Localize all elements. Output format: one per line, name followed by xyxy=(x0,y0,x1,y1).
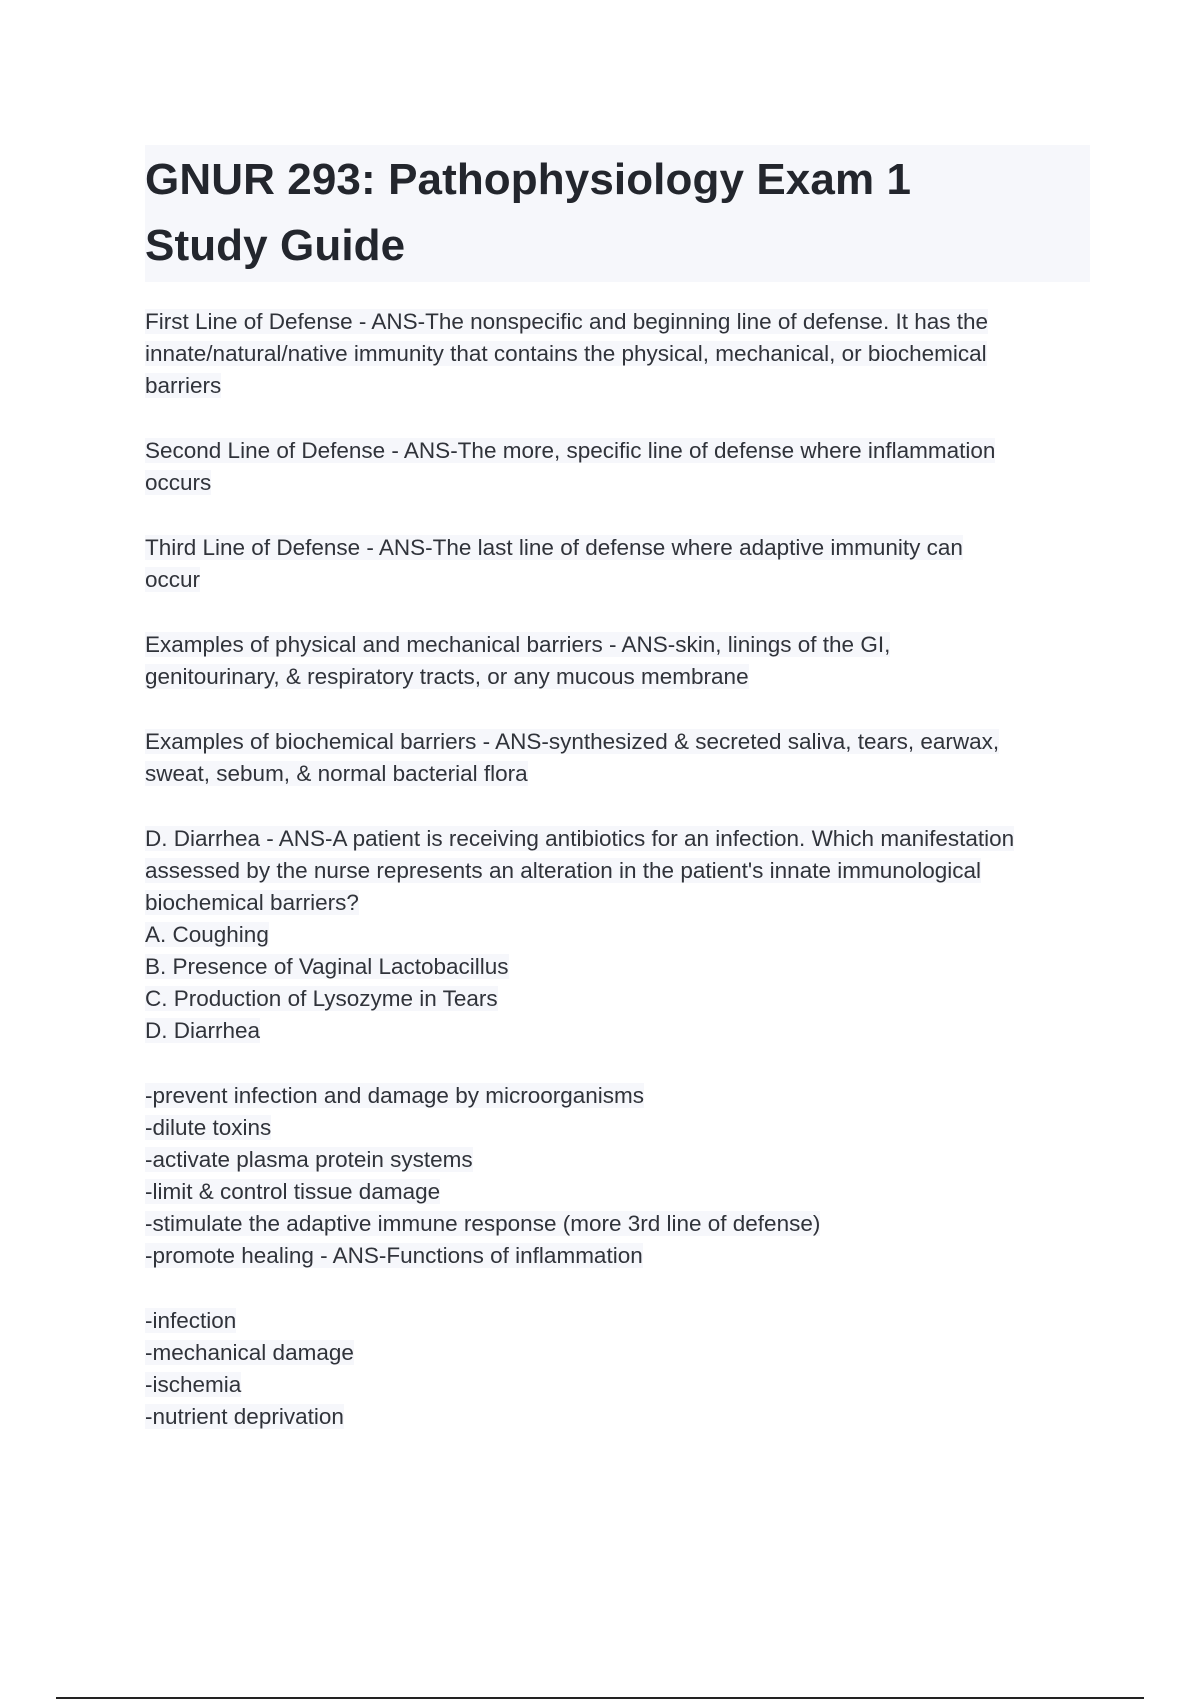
answer-option-a: A. Coughing xyxy=(145,922,269,947)
list-item: -stimulate the adaptive immune response (more 3rd line of defense) xyxy=(145,1211,821,1236)
entry-biochemical-barriers xyxy=(145,726,1095,790)
list-item: -infection xyxy=(145,1308,237,1333)
list-item: -prevent infection and damage by microorganisms xyxy=(145,1083,644,1108)
entry-line: D. Diarrhea - ANS-A patient is receiving antibiotics for an infection. Which manifestation xyxy=(145,826,1015,851)
entry-line: Second Line of Defense - ANS-The more, specific line of defense where inflammation xyxy=(145,438,996,463)
entry-diarrhea-question xyxy=(145,823,1095,1047)
list-item: -mechanical damage xyxy=(145,1340,354,1365)
entry-line: Examples of physical and mechanical barriers - ANS-skin, linings of the GI, xyxy=(145,632,891,657)
entry-line: First Line of Defense - ANS-The nonspecific and beginning line of defense. It has the xyxy=(145,309,989,334)
page-title xyxy=(145,147,1090,279)
entry-first-line-of-defense xyxy=(145,306,1095,402)
entry-line: occur xyxy=(145,567,201,592)
answer-option-b: B. Presence of Vaginal Lactobacillus xyxy=(145,954,509,979)
list-item: -nutrient deprivation xyxy=(145,1404,344,1429)
entry-line: barriers xyxy=(145,373,222,398)
entry-line: assessed by the nurse represents an alteration in the patient's innate immunological xyxy=(145,858,982,883)
entry-line: genitourinary, & respiratory tracts, or any mucous membrane xyxy=(145,664,749,689)
answer-option-c: C. Production of Lysozyme in Tears xyxy=(145,986,498,1011)
entry-causes-list xyxy=(145,1305,1095,1433)
footer-divider xyxy=(56,1697,1144,1699)
title-line-2: Study Guide xyxy=(145,221,406,270)
list-item: -ischemia xyxy=(145,1372,242,1397)
list-item: -dilute toxins xyxy=(145,1115,272,1140)
title-line-1: GNUR 293: Pathophysiology Exam 1 xyxy=(145,155,912,204)
list-item: -activate plasma protein systems xyxy=(145,1147,473,1172)
entry-third-line-of-defense xyxy=(145,532,1095,596)
list-item: -promote healing - ANS-Functions of inflammation xyxy=(145,1243,643,1268)
entry-functions-of-inflammation xyxy=(145,1080,1095,1272)
entry-line: Third Line of Defense - ANS-The last line of defense where adaptive immunity can xyxy=(145,535,963,560)
entry-line: innate/natural/native immunity that contains the physical, mechanical, or biochemical xyxy=(145,341,987,366)
entry-line: occurs xyxy=(145,470,212,495)
entry-second-line-of-defense xyxy=(145,435,1095,499)
entry-line: biochemical barriers? xyxy=(145,890,359,915)
entry-physical-mechanical-barriers xyxy=(145,629,1095,693)
answer-option-d: D. Diarrhea xyxy=(145,1018,261,1043)
entry-line: Examples of biochemical barriers - ANS-synthesized & secreted saliva, tears, earwax, xyxy=(145,729,1000,754)
title-block xyxy=(145,145,1090,282)
entry-line: sweat, sebum, & normal bacterial flora xyxy=(145,761,528,786)
list-item: -limit & control tissue damage xyxy=(145,1179,441,1204)
study-guide-content xyxy=(145,306,1095,1466)
